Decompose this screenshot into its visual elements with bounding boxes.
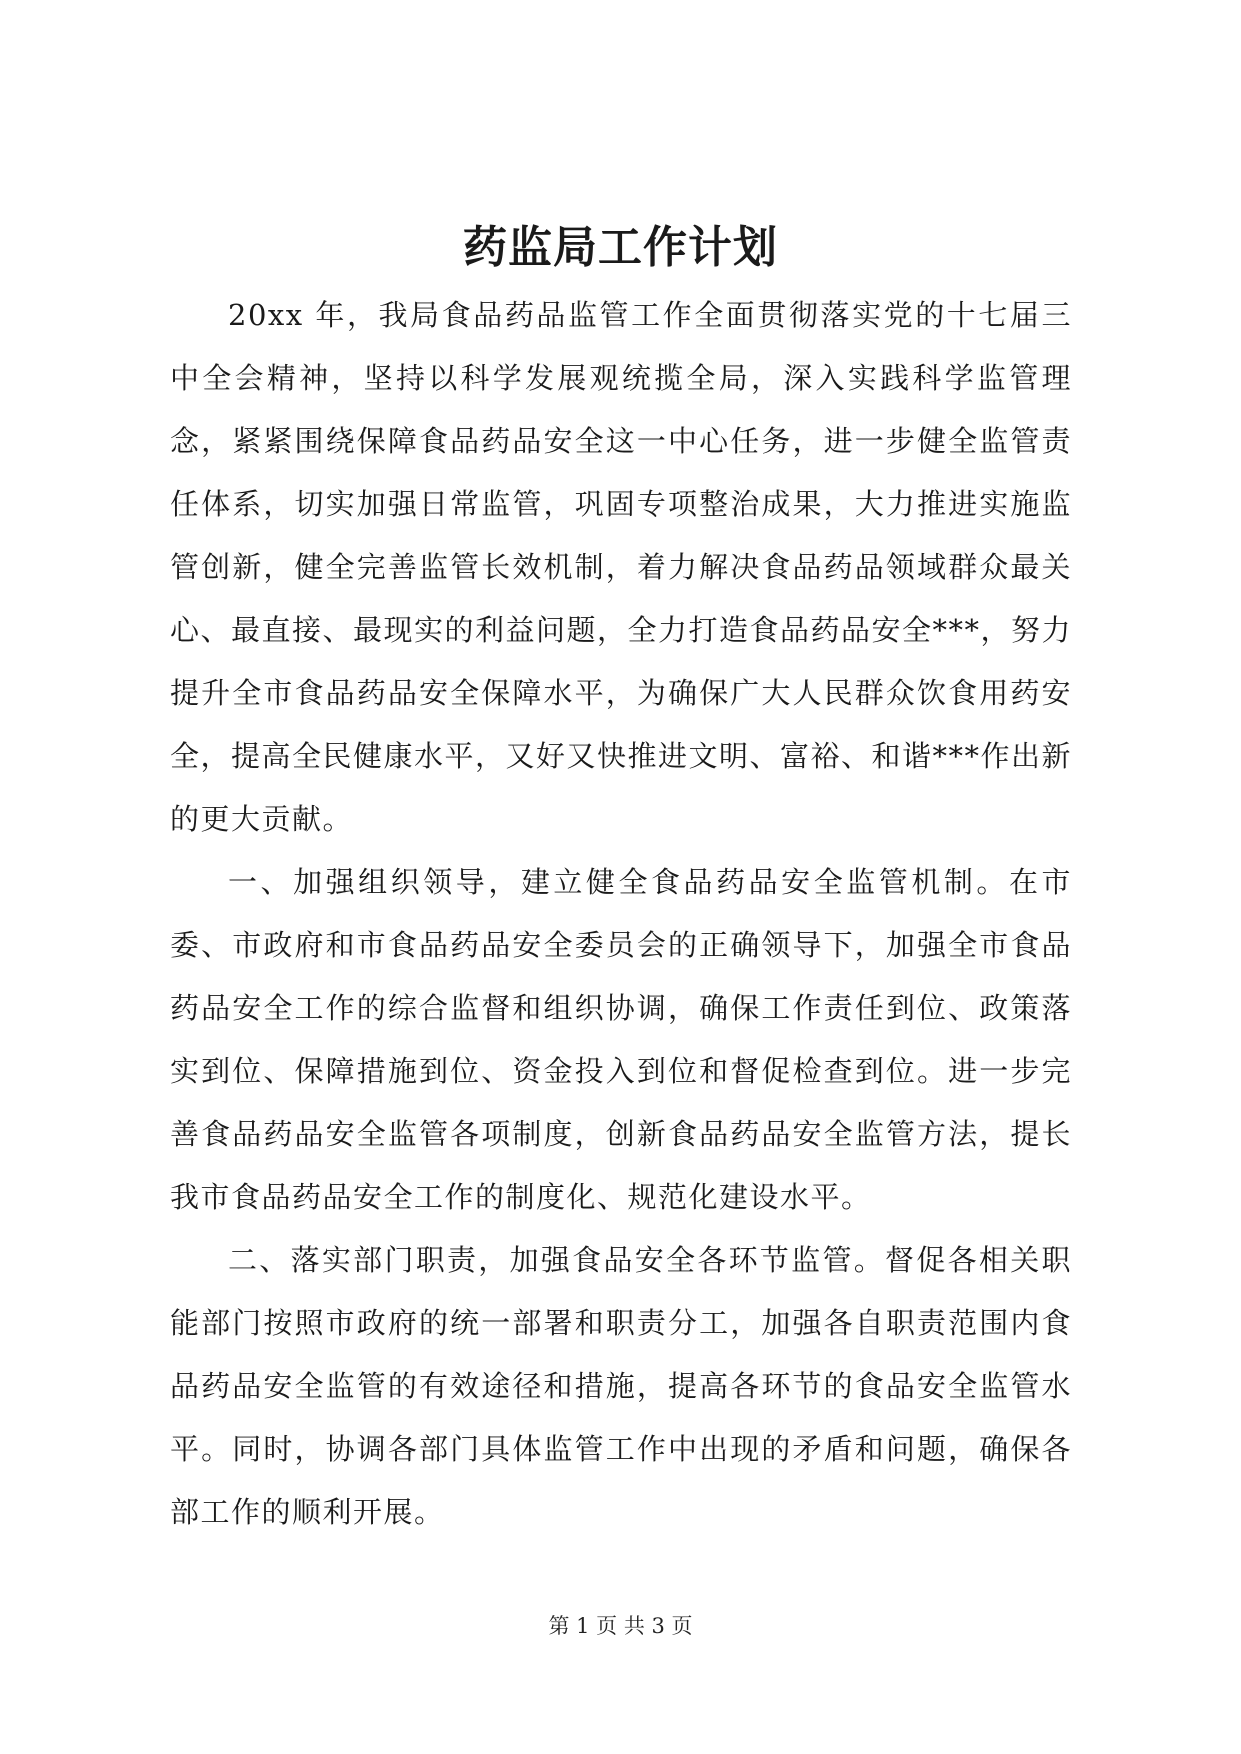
paragraph-section-2: 二、落实部门职责，加强食品安全各环节监管。督促各相关职能部门按照市政府的统一部署和职责分工，加强各自职责范围内食品药品安全监管的有效途径和措施，提高各环节的食品安全监管水平。同时，协调各部门具体监管工作中出现的矛盾和问题，确保各部工作的顺利开展。 <box>170 1243 1072 1529</box>
paragraph-intro: 20xx 年，我局食品药品监管工作全面贯彻落实党的十七届三中全会精神，坚持以科学发展观统揽全局，深入实践科学监管理念，紧紧围绕保障食品药品安全这一中心任务，进一步健全监管责任体系，切实加强日常监管，巩固专项整治成果，大力推进实施监管创新，健全完善监管长效机制，着力解决食品药品领域群众最关心、最直接、最现实的利益问题，全力打造食品药品安全***，努力提升全市食品药品安全保障水平，为确保广大人民群众饮食用药安全，提高全民健康水平，又好又快推进文明、富裕、和谐***作出新的更大贡献。 <box>170 298 1073 836</box>
document-body <box>170 284 1072 1544</box>
paragraph-section-1: 一、加强组织领导，建立健全食品药品安全监管机制。在市委、市政府和市食品药品安全委员会的正确领导下，加强全市食品药品安全工作的综合监督和组织协调，确保工作责任到位、政策落实到位、保障措施到位、资金投入到位和督促检查到位。进一步完善食品药品安全监管各项制度，创新食品药品安全监管方法，提长我市食品药品安全工作的制度化、规范化建设水平。 <box>170 865 1072 1214</box>
document-title: 药监局工作计划 <box>463 222 778 273</box>
page-number-footer: 第 1 页 共 3 页 <box>548 1614 693 1638</box>
